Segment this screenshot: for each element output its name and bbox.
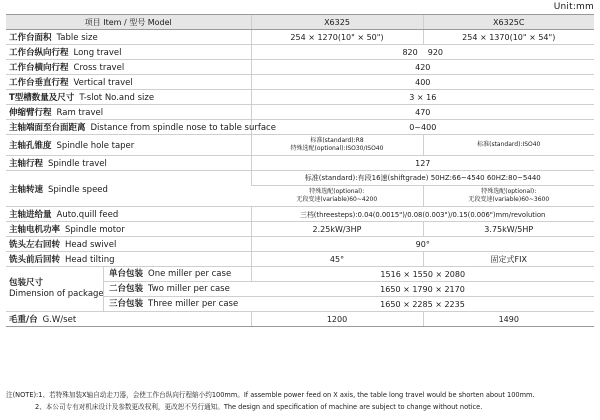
label-cn: 主轴孔锥度: [9, 141, 52, 151]
label-en: T-slot No.and size: [79, 93, 155, 103]
row-label: [6, 45, 251, 60]
row-label: [6, 222, 251, 237]
row-label: [6, 312, 251, 327]
label-cn: 主轴进给量: [9, 210, 52, 220]
row-spindle-hole-taper: [6, 135, 594, 156]
header-model-x6325: X6325: [251, 15, 423, 30]
value-both-models: 1650 × 2285 × 2235: [251, 297, 594, 312]
label-en: Distance from spindle nose to table surface: [90, 123, 276, 133]
spec-table: [6, 14, 594, 327]
value-x6325c: 标准(standard):ISO40: [423, 135, 594, 156]
row-vertical-travel: [6, 75, 594, 90]
label-cn: 铣头前后回转: [9, 255, 61, 265]
label-en: Head swivel: [65, 240, 117, 250]
label-cn: 铣头左右回转: [9, 240, 61, 250]
value-line: 标准(standard):R8: [310, 137, 364, 144]
row-label: [6, 156, 251, 171]
value-x6325: 254 × 1270(10" × 50"): [251, 30, 423, 45]
table-header-row: [6, 15, 594, 30]
label-en: G.W/set: [42, 315, 77, 325]
note-1: 注(NOTE):1、若特殊加装X轴自动走刀器，会使工作台纵向行程缩小约100mm。If assemble power feed on X axis, the table long travel would be shorten about 100mm.: [6, 391, 535, 399]
label-cn: 主轴电机功率: [9, 225, 61, 235]
row-label: [6, 105, 251, 120]
value-both-models: [251, 45, 594, 60]
label-cn: 工作台横向行程: [9, 63, 69, 73]
label-cn: 二台包装: [109, 283, 144, 294]
value-line: 特殊选配(optional):ISO30/ISO40: [290, 145, 384, 152]
row-label: [6, 135, 251, 156]
label-cn: 工作台面积: [9, 33, 52, 43]
row-tslot: [6, 90, 594, 105]
package-sub-labels: [103, 267, 251, 311]
package-label: [6, 267, 103, 311]
label-en: Auto.quill feed: [56, 210, 119, 220]
value-x6325: [251, 135, 423, 156]
label-en: Vertical travel: [73, 78, 133, 88]
label-en: Head tilting: [65, 255, 115, 265]
label-cn: 工作台纵向行程: [9, 48, 69, 58]
row-label: [6, 267, 251, 312]
value-both-models: 1650 × 1790 × 2170: [251, 282, 594, 297]
value-both-models: 127: [251, 156, 594, 171]
row-long-travel: [6, 45, 594, 60]
label-cn: 主轴端面至台面距离: [9, 123, 86, 133]
row-head-swivel: [6, 237, 594, 252]
header-item-model: 项目 Item / 型号 Model: [6, 15, 251, 30]
value-both-models: 400: [251, 75, 594, 90]
label-en: Table size: [56, 33, 98, 43]
value-both-models: 1516 × 1550 × 2080: [251, 267, 594, 282]
label-cn: 工作台垂直行程: [9, 78, 69, 88]
value-x6325c: 3.75kW/5HP: [423, 222, 594, 237]
row-spindle-motor: [6, 222, 594, 237]
row-label: [6, 237, 251, 252]
sub-label-two: [104, 282, 251, 297]
value-x6325: 1200: [251, 312, 423, 327]
value-both-models: 3 × 16: [251, 90, 594, 105]
row-label: [6, 30, 251, 45]
label-en: Cross travel: [73, 63, 125, 73]
row-label: [6, 90, 251, 105]
label-cn: 伸缩臂行程: [9, 108, 52, 118]
label-en: Spindle travel: [48, 159, 107, 169]
row-spindle-travel: [6, 156, 594, 171]
value-x6325c: 254 × 1370(10" × 54"): [423, 30, 594, 45]
label-cn: T型槽数量及尺寸: [9, 93, 75, 103]
label-en: Spindle speed: [48, 184, 108, 195]
row-cross-travel: [6, 60, 594, 75]
value-both-models: 420: [251, 60, 594, 75]
label-en: Three miller per case: [148, 298, 239, 309]
unit-label: Unit:mm: [553, 2, 594, 12]
row-label: [6, 207, 251, 222]
label-en: One miller per case: [148, 268, 232, 279]
row-table-size: [6, 30, 594, 45]
value-x6325: 820: [402, 47, 418, 57]
value-x6325: 45°: [251, 252, 423, 267]
value-x6325c: [423, 186, 594, 207]
label-cn: 毛重/台: [9, 315, 38, 325]
row-ram-travel: [6, 105, 594, 120]
row-label: [6, 252, 251, 267]
label-cn: 三台包装: [109, 298, 144, 309]
value-both-models: 0~400: [251, 120, 594, 135]
sub-label-three: [104, 297, 251, 311]
row-label: [6, 171, 251, 207]
row-gross-weight: [6, 312, 594, 327]
value-line: 无段变速(variable)60~3600: [468, 196, 550, 203]
note-2: 2、本公司专有对机床设计及参数更改权利，更改恕不另行通知。The design and specification of machine are subject to change without notice.: [35, 403, 483, 411]
label-en: Dimension of package: [9, 289, 104, 299]
value-both-models: 三档(threesteps):0.04(0.0015")/0.08(0.003")/0.15(0.006")mm/revolution: [251, 207, 594, 222]
row-package-one: [6, 267, 594, 282]
footnotes: [6, 389, 594, 413]
value-x6325: [251, 186, 423, 207]
row-label: [6, 60, 251, 75]
value-x6325: 2.25kW/3HP: [251, 222, 423, 237]
label-cn: 主轴行程: [9, 159, 44, 169]
value-line: 特殊选配(optional):: [481, 188, 537, 195]
label-cn: 主轴转速: [9, 184, 44, 195]
row-spindle-speed-standard: [6, 171, 594, 186]
row-quill-feed: [6, 207, 594, 222]
row-label: [6, 75, 251, 90]
header-model-x6325c: X6325C: [423, 15, 594, 30]
label-en: Spindle hole taper: [56, 141, 135, 151]
value-line: 无段变速(variable)60~4200: [296, 196, 378, 203]
value-both-models: 90°: [251, 237, 594, 252]
value-both-models: 470: [251, 105, 594, 120]
label-en: Spindle motor: [65, 225, 125, 235]
label-cn: 单台包装: [109, 268, 144, 279]
label-en: Long travel: [73, 48, 122, 58]
value-line: 特殊选配(optional):: [309, 188, 365, 195]
value-x6325c: 固定式FIX: [423, 252, 594, 267]
value-both-models: 标准(standard):有段16速(shiftgrade) 50HZ:66~4540 60HZ:80~5440: [251, 171, 594, 186]
label-cn: 包装尺寸: [9, 278, 44, 288]
row-spindle-nose-distance: [6, 120, 594, 135]
label-en: Ram travel: [56, 108, 104, 118]
label-en: Two miller per case: [148, 283, 230, 294]
row-label: [6, 120, 276, 135]
value-x6325c: 920: [427, 47, 444, 57]
row-head-tilting: [6, 252, 594, 267]
sub-label-one: [104, 267, 251, 282]
value-x6325c: 1490: [423, 312, 594, 327]
